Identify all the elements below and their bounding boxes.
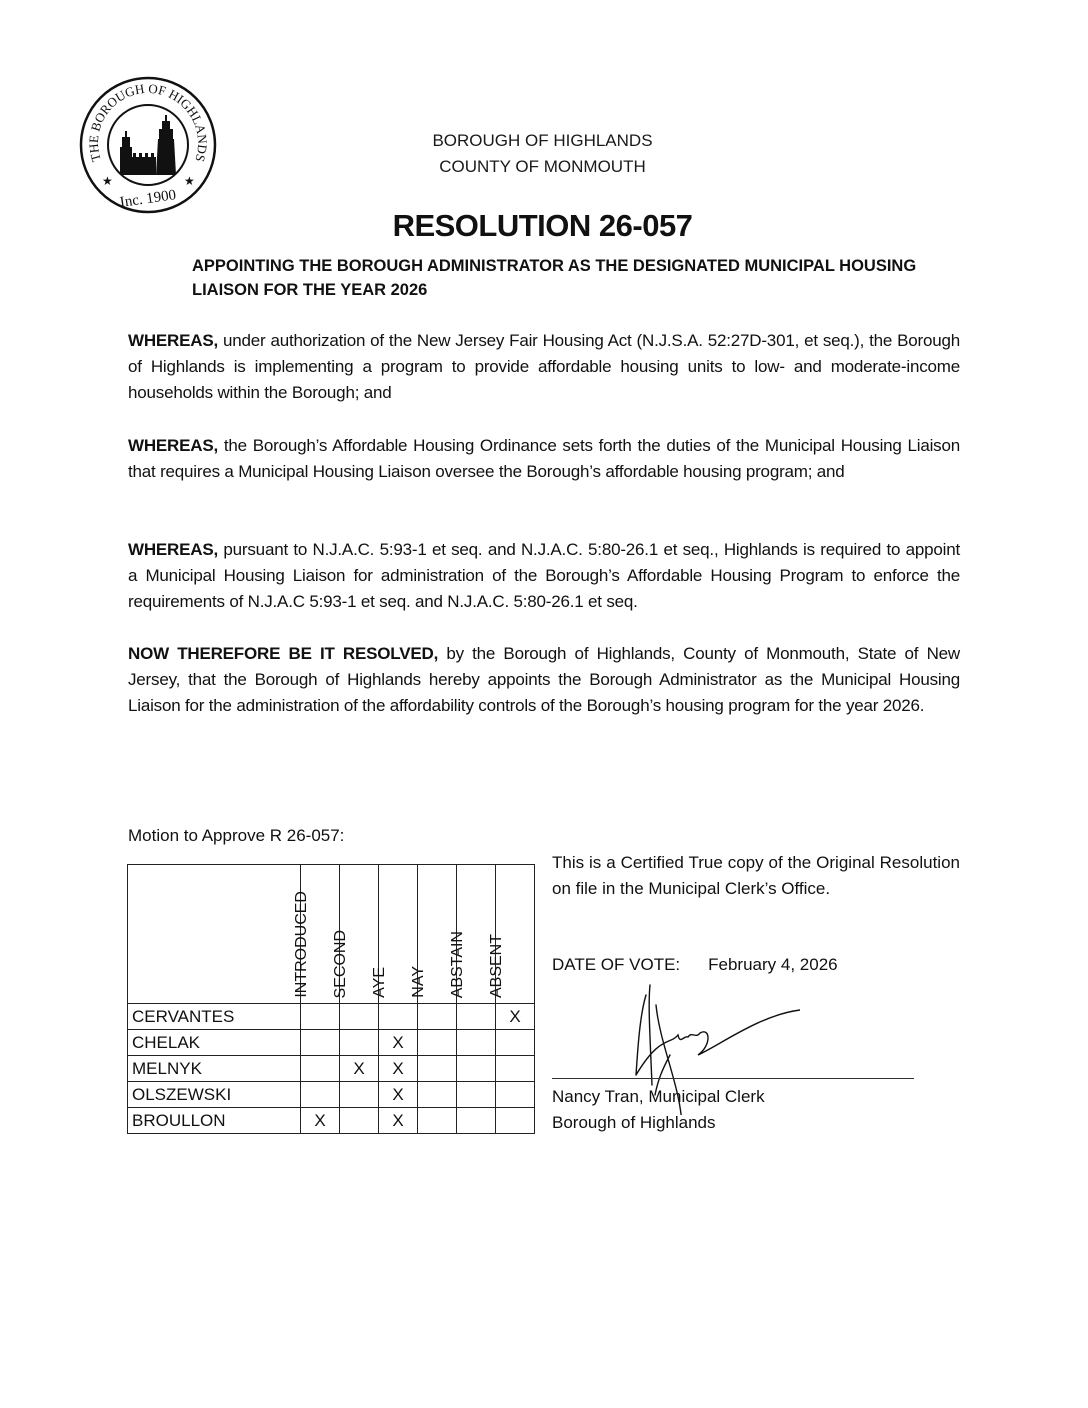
paragraph-lead: WHEREAS, — [128, 540, 219, 559]
vote-mark — [457, 1030, 496, 1056]
vote-mark — [418, 1004, 457, 1030]
column-header: ABSTAIN — [457, 865, 496, 1004]
vote-mark — [418, 1056, 457, 1082]
date-label: DATE OF VOTE: — [552, 955, 681, 974]
resolution-subtitle: APPOINTING THE BOROUGH ADMINISTRATOR AS THE DESIGNATED MUNICIPAL HOUSING LIAISON FOR THE YEAR 2026 — [192, 257, 917, 299]
table-row — [128, 1082, 535, 1108]
vote-mark — [379, 1004, 418, 1030]
table-row — [128, 1108, 535, 1134]
vote-mark — [457, 1108, 496, 1134]
seal-star-right-icon: ★ — [184, 174, 195, 188]
vote-mark — [496, 1030, 535, 1056]
vote-mark — [301, 1030, 340, 1056]
resolved-paragraph — [128, 641, 960, 719]
vote-mark — [340, 1030, 379, 1056]
council-member-name: OLSZEWSKI — [128, 1082, 301, 1108]
vote-mark: X — [379, 1056, 418, 1082]
vote-mark: X — [496, 1004, 535, 1030]
vote-mark — [418, 1030, 457, 1056]
vote-table-header-row — [128, 865, 535, 1004]
council-member-name: MELNYK — [128, 1056, 301, 1082]
vote-mark — [457, 1056, 496, 1082]
vote-mark — [496, 1082, 535, 1108]
whereas-paragraph-2 — [128, 433, 960, 485]
council-member-name: CERVANTES — [128, 1004, 301, 1030]
whereas-paragraph-3 — [128, 537, 960, 615]
council-member-name: BROULLON — [128, 1108, 301, 1134]
vote-mark: X — [340, 1056, 379, 1082]
seal-castle-icon — [120, 115, 176, 175]
motion-label: Motion to Approve R 26-057: — [128, 826, 345, 845]
vote-mark: X — [379, 1108, 418, 1134]
vote-mark — [418, 1108, 457, 1134]
vote-mark: X — [379, 1082, 418, 1108]
borough-seal-logo — [78, 75, 218, 215]
table-row — [128, 1004, 535, 1030]
signature-line — [552, 1078, 914, 1079]
council-member-name: CHELAK — [128, 1030, 301, 1056]
column-header: INTRODUCED — [301, 865, 340, 1004]
clerk-name-title: Nancy Tran, Municipal Clerk — [552, 1087, 765, 1106]
certification-statement: This is a Certified True copy of the Original Resolution on file in the Municipal Clerk’s Office. — [552, 853, 960, 898]
vote-mark — [340, 1082, 379, 1108]
vote-mark — [457, 1082, 496, 1108]
seal-inc-text: Inc. 1900 — [118, 187, 178, 211]
paragraph-text: under authorization of the New Jersey Fair Housing Act (N.J.S.A. 52:27D-301, et seq.), the Borough of Highlands is implementing a program to provide affordable housing units to low- and moderate-income households within the Borough; and — [128, 331, 960, 402]
paragraph-lead: NOW THEREFORE BE IT RESOLVED, — [128, 644, 439, 663]
paragraph-text: the Borough’s Affordable Housing Ordinance sets forth the duties of the Municipal Housing Liaison that requires a Municipal Housing Liaison oversee the Borough’s affordable housing program; and — [128, 436, 960, 481]
paragraph-text: pursuant to N.J.A.C. 5:93-1 et seq. and N.J.A.C. 5:80-26.1 et seq., Highlands is required to appoint a Municipal Housing Liaison for administration of the Borough’s Affordable Housing Program to enforce the requirements of N.J.A.C 5:93-1 et seq. and N.J.A.C. 5:80-26.1 et seq. — [128, 540, 960, 611]
vote-mark — [301, 1082, 340, 1108]
vote-table — [127, 864, 535, 1134]
column-header: SECOND — [340, 865, 379, 1004]
header-blank-cell — [128, 865, 301, 1004]
column-header: AYE — [379, 865, 418, 1004]
whereas-paragraph-1 — [128, 328, 960, 406]
column-header: NAY — [418, 865, 457, 1004]
paragraph-text: by the Borough of Highlands, County of Monmouth, State of New Jersey, that the Borough of Highlands hereby appoints the Borough Administrator as the Municipal Housing Liaison for the administration of the affordability controls of the Borough’s housing program for the year 2026. — [128, 644, 960, 715]
paragraph-lead: WHEREAS, — [128, 436, 219, 455]
vote-mark — [340, 1004, 379, 1030]
vote-mark: X — [379, 1030, 418, 1056]
resolution-title: RESOLUTION 26-057 — [392, 208, 693, 243]
vote-mark — [340, 1108, 379, 1134]
clerk-organization: Borough of Highlands — [552, 1113, 716, 1132]
vote-mark: X — [301, 1108, 340, 1134]
date-value: February 4, 2026 — [708, 955, 838, 974]
vote-mark — [418, 1082, 457, 1108]
date-of-vote — [552, 955, 838, 975]
table-row — [128, 1030, 535, 1056]
table-row — [128, 1056, 535, 1082]
vote-mark — [457, 1004, 496, 1030]
vote-mark — [496, 1056, 535, 1082]
vote-mark — [301, 1004, 340, 1030]
seal-ring-text: THE BOROUGH OF HIGHLANDS — [85, 80, 211, 164]
seal-star-left-icon: ★ — [102, 174, 113, 188]
county-name: COUNTY OF MONMOUTH — [439, 157, 646, 176]
clerk-block — [552, 1084, 765, 1136]
vote-mark — [301, 1056, 340, 1082]
column-header: ABSENT — [496, 865, 535, 1004]
borough-name: BOROUGH OF HIGHLANDS — [432, 131, 653, 150]
vote-mark — [496, 1108, 535, 1134]
paragraph-lead: WHEREAS, — [128, 331, 219, 350]
